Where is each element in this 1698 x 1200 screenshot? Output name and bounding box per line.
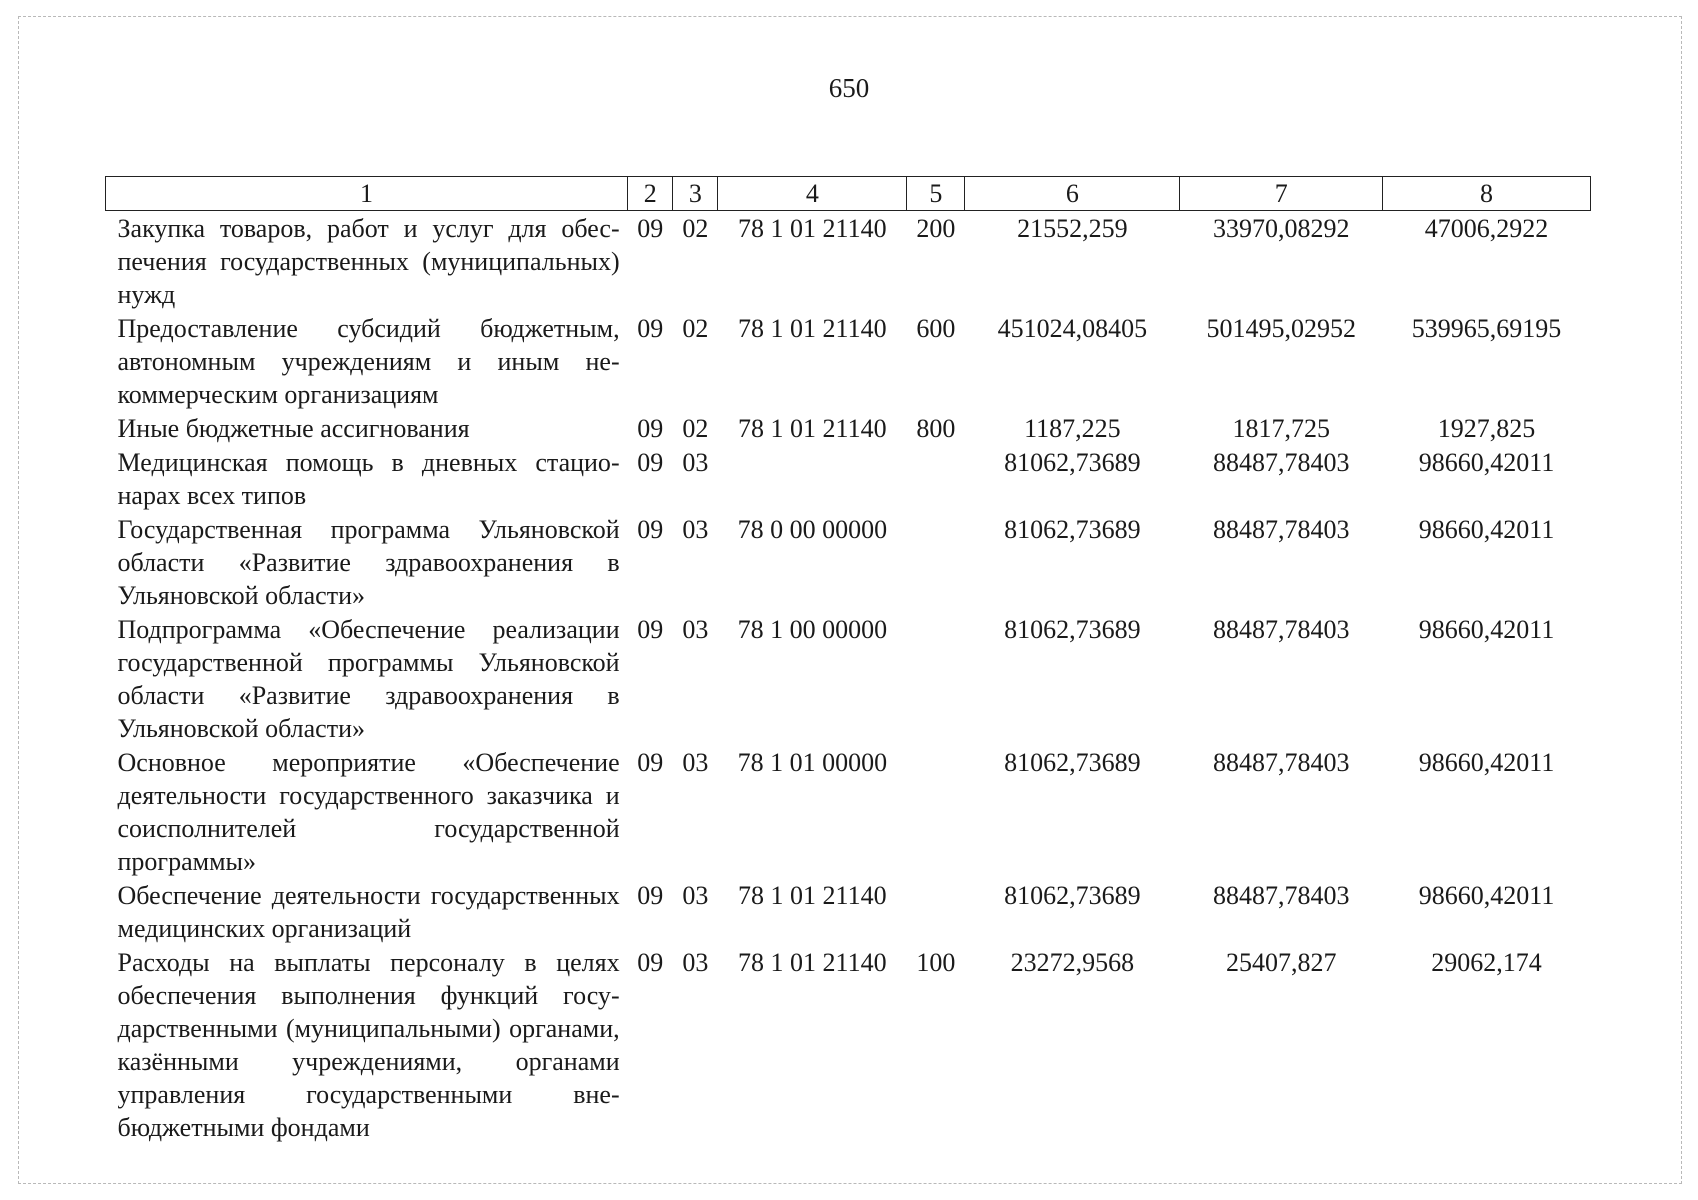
row-amount-col8: 539965,69195 [1411, 314, 1562, 343]
row-section-code: 09 [637, 748, 664, 777]
row-target-article-code: 78 1 01 21140 [738, 414, 887, 443]
row-subsection-code: 03 [682, 881, 709, 910]
row-amount-col8: 1927,825 [1437, 414, 1536, 443]
row-amount-col8: 98660,42011 [1418, 448, 1555, 477]
row-subsection-code: 03 [682, 448, 709, 477]
table-body [106, 211, 1591, 1145]
row-section-code: 09 [637, 515, 664, 544]
row-amount-col8: 29062,174 [1431, 948, 1542, 977]
header-cell-3: 3 [673, 177, 718, 211]
row-amount-col6: 81062,73689 [1004, 881, 1141, 910]
row-amount-col8: 98660,42011 [1418, 881, 1555, 910]
budget-table [105, 176, 1591, 1144]
row-subsection-code: 02 [682, 414, 709, 443]
row-expense-type-code: 800 [916, 414, 956, 443]
row-target-article-code: 78 1 01 21140 [738, 948, 887, 977]
row-section-code: 09 [637, 414, 664, 443]
row-target-article-code: 78 1 00 00000 [737, 615, 888, 644]
table-row [106, 512, 1591, 612]
row-section-code: 09 [637, 881, 664, 910]
row-amount-col6: 1187,225 [1024, 414, 1121, 443]
row-description: Обеспечение деятельности государственных медицинских организаций [117, 881, 620, 943]
row-target-article-code: 78 1 01 21140 [738, 881, 887, 910]
row-amount-col8: 98660,42011 [1418, 615, 1555, 644]
row-amount-col7: 88487,78403 [1212, 615, 1350, 644]
row-target-article-code: 78 1 01 21140 [738, 314, 887, 343]
row-amount-col8: 98660,42011 [1418, 515, 1555, 544]
table-row [106, 211, 1591, 312]
header-cell-2: 2 [628, 177, 673, 211]
row-target-article-code: 78 1 01 00000 [737, 748, 888, 777]
header-cell-7: 7 [1180, 177, 1383, 211]
row-subsection-code: 03 [682, 948, 709, 977]
row-amount-col6: 81062,73689 [1004, 515, 1141, 544]
table-row [106, 445, 1591, 512]
row-amount-col6: 451024,08405 [997, 314, 1148, 343]
header-cell-8: 8 [1383, 177, 1591, 211]
row-target-article-code: 78 0 00 00000 [737, 515, 888, 544]
row-amount-col6: 21552,259 [1017, 214, 1128, 243]
row-amount-col7: 501495,02952 [1206, 314, 1356, 343]
row-amount-col6: 81062,73689 [1004, 448, 1141, 477]
row-target-article-code [718, 445, 907, 512]
row-expense-type-code [907, 612, 965, 745]
row-section-code: 09 [637, 615, 664, 644]
row-target-article-code: 78 1 01 21140 [738, 214, 887, 243]
row-amount-col7: 88487,78403 [1212, 448, 1350, 477]
row-description: Подпрограмма «Обеспечение реализации государственной программы Ульяновской области «Развитие здравоохранения в Ульяновской области» [117, 615, 620, 743]
row-description: Основное мероприятие «Обеспечение деятельности государственного заказчика и соисполнителей государственной программы» [117, 748, 620, 876]
row-subsection-code: 03 [682, 748, 709, 777]
table-row [106, 612, 1591, 745]
row-amount-col7: 25407,827 [1225, 948, 1337, 977]
row-amount-col7: 88487,78403 [1212, 881, 1350, 910]
row-subsection-code: 02 [682, 314, 709, 343]
row-subsection-code: 02 [682, 214, 709, 243]
header-cell-4: 4 [718, 177, 907, 211]
table-row [106, 878, 1591, 945]
header-cell-1: 1 [106, 177, 628, 211]
row-subsection-code: 03 [682, 515, 709, 544]
table-header [106, 177, 1591, 211]
row-section-code: 09 [637, 214, 664, 243]
table-row [106, 745, 1591, 878]
row-amount-col7: 33970,08292 [1212, 214, 1350, 243]
row-description: Медицинская помощь в дневных стационарах всех типов [117, 448, 620, 510]
header-row [106, 177, 1591, 211]
row-expense-type-code: 600 [916, 314, 956, 343]
row-amount-col7: 88487,78403 [1212, 748, 1350, 777]
row-amount-col7: 1817,725 [1232, 414, 1330, 443]
row-section-code: 09 [637, 448, 664, 477]
row-description: Государственная программа Ульяновской области «Развитие здравоохранения в Ульяновской области» [117, 515, 620, 610]
row-expense-type-code [907, 445, 965, 512]
header-cell-6: 6 [965, 177, 1180, 211]
table-row [106, 311, 1591, 411]
page-number: 650 [828, 73, 870, 103]
row-expense-type-code [907, 878, 965, 945]
row-subsection-code: 03 [682, 615, 709, 644]
row-description: Иные бюджетные ассигнования [117, 414, 470, 443]
row-amount-col8: 98660,42011 [1418, 748, 1555, 777]
row-amount-col6: 23272,9568 [1010, 948, 1135, 977]
row-section-code: 09 [637, 314, 664, 343]
row-expense-type-code: 100 [916, 948, 956, 977]
row-amount-col6: 81062,73689 [1004, 748, 1141, 777]
row-description: Закупка товаров, работ и услуг для обеспечения государственных (муниципальных) нужд [117, 214, 620, 309]
row-amount-col6: 81062,73689 [1004, 615, 1141, 644]
row-section-code: 09 [637, 948, 664, 977]
row-description: Предоставление субсидий бюджетным, автономным учреждениям и иным некоммерческим организациям [117, 314, 620, 409]
row-amount-col7: 88487,78403 [1212, 515, 1350, 544]
row-amount-col8: 47006,2922 [1424, 214, 1549, 243]
header-cell-5: 5 [907, 177, 965, 211]
row-expense-type-code [907, 512, 965, 612]
table-row [106, 411, 1591, 445]
row-expense-type-code [907, 745, 965, 878]
table-row [106, 945, 1591, 1144]
row-expense-type-code: 200 [916, 214, 956, 243]
row-description: Расходы на выплаты персоналу в целях обеспечения выполнения функций государственными (муниципальными) органами, казёнными учреждениями, органами управления государственными внебюджетными фондами [117, 948, 620, 1142]
